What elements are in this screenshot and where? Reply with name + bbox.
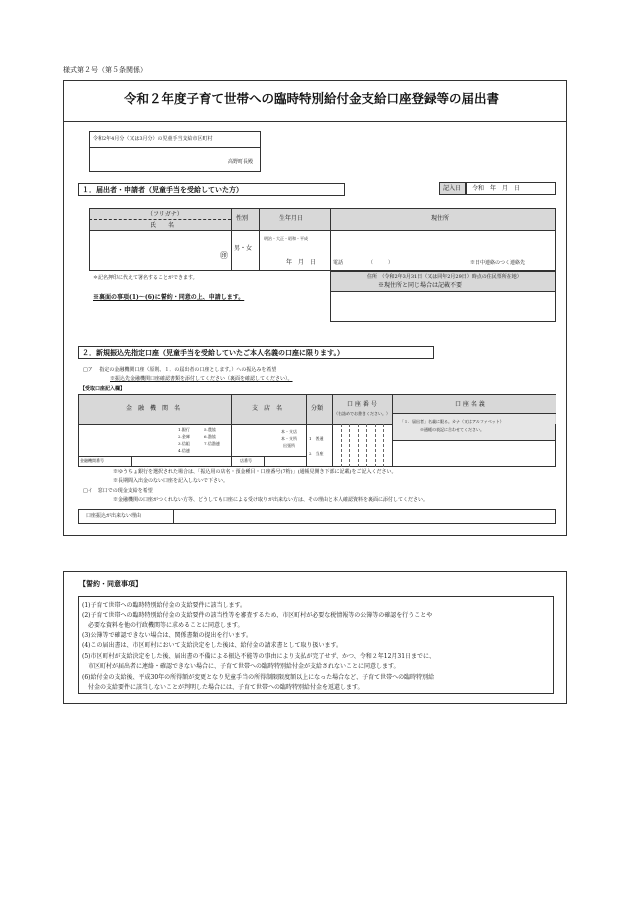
reason-label: 口座振込が出来ない理由 <box>86 513 142 519</box>
addressee-municipality: 令和2年4月分（又は3月分）の児童手当支給市区町村 <box>93 136 213 142</box>
bank-name-field[interactable] <box>80 426 174 455</box>
class-header: 分類 <box>311 405 324 412</box>
address-label: 現住所 <box>431 215 450 222</box>
back-pledge-note: ※裏面の事項(1)～(6)に誓約・同意の上、申請します。 <box>93 294 245 301</box>
name-field[interactable] <box>91 232 229 270</box>
form-number: 様式第２号（第５条関係） <box>63 66 147 74</box>
account-box-label: 【受取口座記入欄】 <box>80 386 126 392</box>
option-a-checkbox[interactable]: □ア 指定の金融機関口座（原則、１．の届出者の口座とします。）への振込みを希望 <box>83 367 277 373</box>
addressee-mayor: 高野町長殿 <box>228 159 254 165</box>
branch-type-main[interactable]: 本・支店 <box>281 429 297 434</box>
signature-note: ＊記名押印に代えて署名することができます。 <box>93 275 198 281</box>
phone-field[interactable]: （ ） <box>368 260 394 266</box>
option-i-checkbox[interactable]: □イ 窓口での現金支給を希望 <box>83 488 153 494</box>
pledge-item: 付金の支給要件に該当しないことが判明した場合には、子育て世帯への臨時特別給付金を返還します。 <box>82 684 364 691</box>
bank-type-6[interactable]: 6.漁協 <box>204 434 216 439</box>
branch-name-header: 支 店 名 <box>252 405 283 412</box>
pledge-item: 必要な資料を他の行政機関等に求めることに同意します。 <box>82 622 244 629</box>
entry-date-value: 令和 年 月 日 <box>472 185 521 192</box>
account-holder-header: 口 座 名 義 <box>455 401 485 408</box>
bank-code-label: 金融機関番号 <box>80 458 104 463</box>
gender-label: 性別 <box>236 215 249 222</box>
gender-value[interactable]: 男・女 <box>234 245 253 252</box>
reason-field[interactable] <box>175 510 555 523</box>
pledge-item: (2)子育て世帯への臨時特別給付金の支給要件の該当性等を審査するため、市区町村が必要な税情報等の公簿等の確認を行うことや <box>82 612 433 619</box>
pledge-item: (1)子育て世帯への臨時特別給付金の支給要件に該当します。 <box>82 602 247 609</box>
account-number-note: （右詰めでお書きください。） <box>334 411 390 416</box>
class-ordinary[interactable]: 1 普通 <box>309 436 324 441</box>
account-holder-note2: ※通帳の表記に合わせてください。 <box>420 427 484 432</box>
addressee-divider <box>89 147 261 148</box>
address-field[interactable] <box>332 232 554 256</box>
pledge-item: (4)この届出書は、市区町村において支給決定をした後は、給付金の請求書として取り扱います。 <box>82 642 343 649</box>
bank-type-1[interactable]: 1.銀行 <box>178 427 190 432</box>
account-number-header: 口 座 番 号 <box>347 401 377 408</box>
seal-mark: ㊞ <box>220 251 228 260</box>
bank-type-7[interactable]: 7.信漁連 <box>204 441 220 446</box>
phone-note: ※日中連絡のつく連絡先 <box>470 260 526 266</box>
account-holder-field[interactable] <box>394 442 554 465</box>
pledge-item: (6)給付金の支給後、平成30年の所得額が変更となり児童手当の所得制限限度額以上になった場合など、子育て世帯への臨時特別給 <box>82 674 435 681</box>
account-holder-note: 「１．届出者」名義に限る。カナ（又はアルファベット） <box>400 419 504 424</box>
bank-type-5[interactable]: 5.農協 <box>204 427 216 432</box>
dob-label: 生年月日 <box>279 215 304 222</box>
inactive-account-note: ※長期間入出金のない口座を記入しないで下さい。 <box>113 478 229 484</box>
name-label: 氏 名 <box>150 222 175 229</box>
phone-label: 電話 <box>333 260 344 266</box>
branch-name-field[interactable] <box>233 426 279 455</box>
section1-heading: １．届出者・申請者（児童手当を受給していた方） <box>82 185 243 194</box>
form-title: 令和２年度子育て世帯への臨時特別給付金支給口座登録等の届出書 <box>124 91 500 106</box>
branch-type-sub[interactable]: 本・支所 <box>281 436 297 441</box>
account-number-field[interactable] <box>334 426 390 465</box>
dob-date[interactable]: 年 月 日 <box>286 259 317 266</box>
class-current[interactable]: 2 当座 <box>309 451 324 456</box>
furigana-label: （フリガナ） <box>147 211 183 218</box>
pledge-heading: 【誓約・同意事項】 <box>79 579 142 588</box>
resident-address-field[interactable] <box>332 293 554 320</box>
branch-code-label: 店番号 <box>240 458 252 463</box>
bank-name-header: 金 融 機 関 名 <box>126 405 181 412</box>
resident-address-label: 住所 （令和2年3月31日（又は同年2月29日）時点の住民票所在地） <box>367 274 522 280</box>
title-divider <box>63 121 567 122</box>
branch-type-office[interactable]: 出張所 <box>283 443 295 448</box>
entry-date-label: 記入日 <box>443 185 462 192</box>
resident-address-note: ※現住所と同じ場合は記載不要 <box>378 282 463 289</box>
pledge-item: (5)市区町村が支給決定をした後、届出書の不備による振込不能等の事由により支払が完了せず、かつ、令和２年12月31日までに、 <box>82 653 436 660</box>
yucho-note: ※ゆうちょ銀行を選択された場合は、「振込用の店名・預金種目・口座番号(7桁)」(通帳見開き下部に記載)をご記入ください。 <box>113 469 397 475</box>
option-a-note: ※振込先金融機関口座確認書類を添付してください（裏面を確認してください）。 <box>110 376 293 382</box>
dob-eras: 明治・大正・昭和・平成 <box>264 236 308 241</box>
option-i-note: ※金融機関の口座がつくれない方等、どうしても口座による受け取りが出来ない方は、その理由と本人確認資料を裏面に添付してください。 <box>113 497 429 503</box>
bank-type-4[interactable]: 4.信連 <box>178 448 190 453</box>
section2-heading: ２．新規振込先指定口座（児童手当を受給していたご本人名義の口座に限ります。） <box>82 348 344 357</box>
bank-type-3[interactable]: 3.信組 <box>178 441 190 446</box>
pledge-item: 市区町村が届出者に連絡・確認できない場合に、子育て世帯への臨時特別給付金が支給されないことに同意します。 <box>82 663 400 670</box>
bank-type-2[interactable]: 2.金庫 <box>178 434 190 439</box>
pledge-item: (3)公簿等で確認できない場合は、関係書類の提出を行います。 <box>82 632 253 639</box>
